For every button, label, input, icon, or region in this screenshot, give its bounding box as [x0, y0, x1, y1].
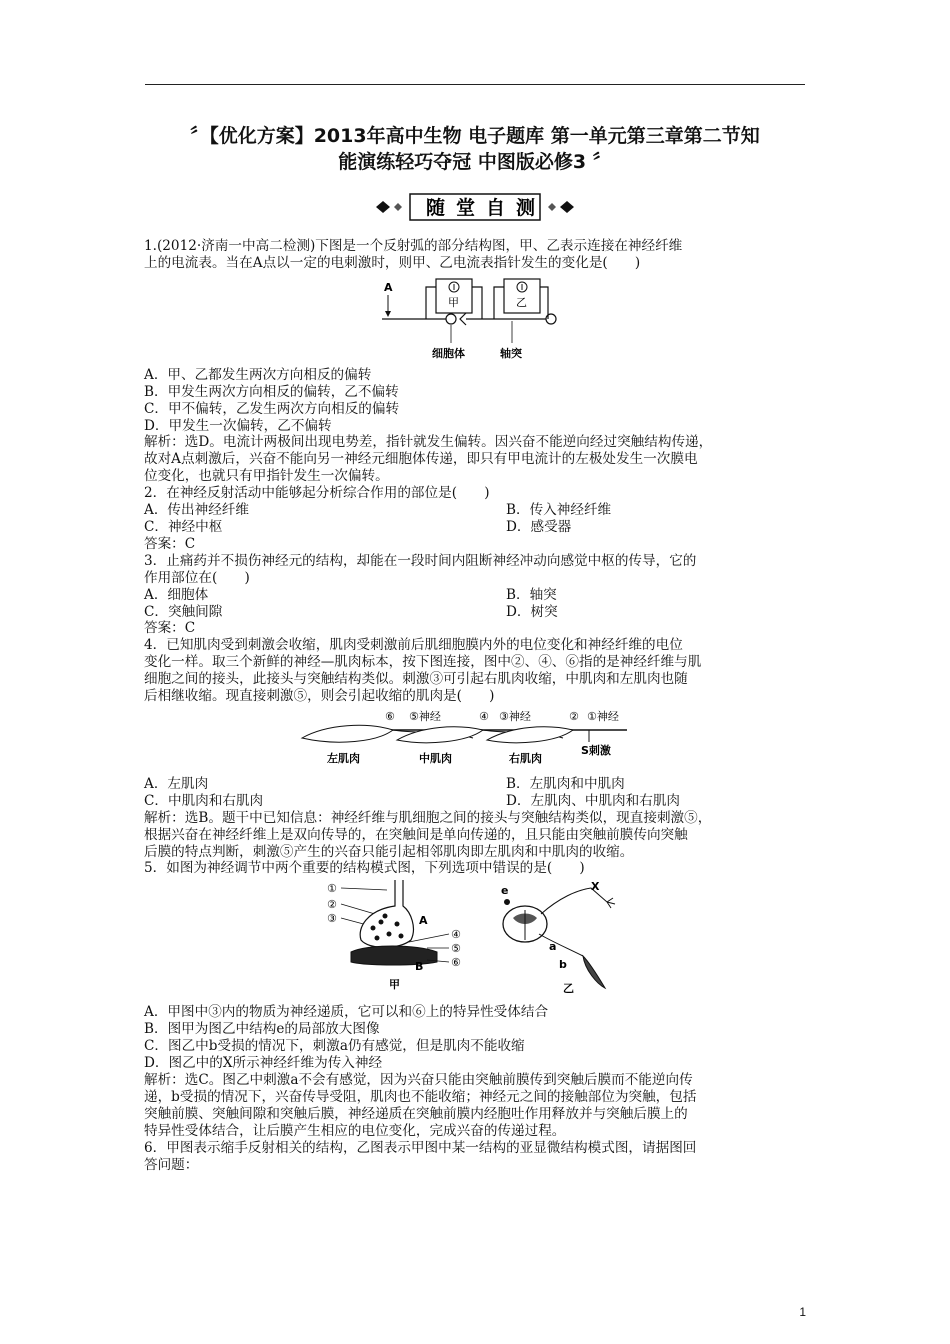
q4-stem-3: 细胞之间的接头，此接头与突触结构类似。刺激③可引起右肌肉收缩，中肌肉和左肌肉也随 [144, 671, 688, 688]
q5-fig-label-X: X [591, 880, 600, 894]
q4-fig-label-2: ② [569, 709, 579, 723]
q4-answer-3: 后膜的特点判断，刺激⑤产生的兴奋只能引起相邻肌肉即左肌肉和中肌肉的收缩。 [144, 843, 634, 860]
q2-options-row-1 [144, 502, 810, 519]
q5-fig-label-3: ③ [327, 912, 337, 926]
q5-stem: 5．如图为神经调节中两个重要的结构模式图，下列选项中错误的是( ) [144, 860, 585, 877]
q4-options-row-1 [144, 776, 810, 793]
q1-fig-label-axon: 轴突 [500, 346, 522, 360]
q4-fig-label-5: ⑤神经 [409, 709, 441, 723]
banner-char-2: 堂 [456, 197, 476, 219]
title-line-1: 〞【优化方案】2013年高中生物 电子题库 第一单元第三章第二节知 [190, 125, 760, 147]
q5-synapse-figure [327, 880, 627, 1000]
q2-option-a: A．传出神经纤维 [144, 502, 249, 519]
q4-answer-1: 解析：选B。题干中已知信息：神经纤维与肌细胞之间的接头与突触结构类似，现直接刺激⑤， [144, 809, 712, 826]
q4-answer-2: 根据兴奋在神经纤维上是双向传导的，在突触间是单向传递的，且只能由突触前膜传向突触 [144, 826, 688, 843]
q1-reflex-arc-figure [382, 275, 572, 363]
q3-answer: 答案：C [144, 620, 196, 637]
q3-option-c: C．突触间隙 [144, 603, 223, 620]
q4-nerve-muscle-figure [297, 708, 657, 772]
q3-stem-1: 3．止痛药并不损伤神经元的结构，却能在一段时间内阻断神经冲动向感觉中枢的传导，它的 [144, 552, 697, 569]
q1-answer-2: 故对A点刺激后，兴奋不能向另一神经元细胞体传递，即只有甲电流计的左极处发生一次膜电 [144, 451, 698, 468]
q4-fig-label-right-muscle: 右肌肉 [509, 751, 542, 765]
q4-option-a: A．左肌肉 [144, 775, 209, 792]
q3-option-b: B．轴突 [506, 586, 557, 603]
q4-options-row-2 [144, 793, 810, 810]
q1-answer-3: 位变化，也就只有甲指针发生一次偏转。 [144, 468, 389, 485]
q4-option-d: D．左肌肉、中肌肉和右肌肉 [506, 792, 681, 809]
q4-fig-label-mid-muscle: 中肌肉 [419, 751, 452, 765]
q5-fig-label-4: ④ [451, 928, 461, 942]
title-line-2: 能演练轻巧夺冠 中图版必修3 〞 [338, 151, 612, 173]
q6-stem-1: 6．甲图表示缩手反射相关的结构，乙图表示甲图中某一结构的亚显微结构模式图，请据图回 [144, 1139, 697, 1156]
document-title [130, 123, 820, 175]
q5-fig-label-1: ① [327, 882, 337, 896]
q4-fig-label-stimulus: S刺激 [581, 743, 611, 757]
q4-fig-label-3: ③神经 [499, 709, 531, 723]
q5-fig-label-b: b [559, 958, 567, 972]
q5-option-c: C．图乙中b受损的情况下，刺激a仍有感觉，但是肌肉不能收缩 [144, 1038, 525, 1055]
q4-stem-2: 变化一样。取三个新鲜的神经—肌肉标本，按下图连接，图中②、④、⑥指的是神经纤维与肌 [144, 654, 702, 671]
q5-fig-label-5: ⑤ [451, 942, 461, 956]
q1-stem-2: 上的电流表。当在A点以一定的电刺激时，则甲、乙电流表指针发生的变化是( ) [144, 254, 641, 271]
q1-fig-label-a: A [384, 280, 393, 294]
q3-options-row-2 [144, 604, 810, 621]
q5-answer-2: 递，b受损的情况下，兴奋传导受阻，肌肉也不能收缩；神经元之间的接触部位为突触，包括 [144, 1088, 697, 1105]
q3-stem-2: 作用部位在( ) [144, 569, 250, 586]
q5-fig-label-6: ⑥ [451, 956, 461, 970]
q4-fig-label-1: ①神经 [587, 709, 619, 723]
q1-answer-1: 解析：选D。电流计两极间出现电势差，指针就发生偏转。因兴奋不能逆向经过突触结构传递， [144, 434, 713, 451]
q5-fig-label-a: a [549, 940, 557, 954]
q5-answer-4: 特异性受体结合，让后膜产生相应的电位变化，完成兴奋的传递过程。 [144, 1122, 566, 1139]
banner-char-1: 随 [426, 197, 446, 219]
q1-option-c: C．甲不偏转，乙发生两次方向相反的偏转 [144, 400, 400, 417]
q5-option-a: A．甲图中③内的物质为神经递质，它可以和⑥上的特异性受体结合 [144, 1004, 549, 1021]
q5-option-d: D．图乙中的X所示神经纤维为传入神经 [144, 1055, 383, 1072]
q1-option-b: B．甲发生两次方向相反的偏转，乙不偏转 [144, 383, 399, 400]
q2-option-b: B．传入神经纤维 [506, 502, 612, 519]
q5-fig-label-2: ② [327, 898, 337, 912]
q5-fig-label-jia: 甲 [389, 978, 400, 992]
q5-fig-label-yi: 乙 [563, 982, 574, 996]
q5-fig-label-B: B [415, 960, 424, 974]
q5-option-b: B．图甲为图乙中结构e的局部放大图像 [144, 1021, 380, 1038]
q1-stem-1: 1.(2012·济南一中高二检测)下图是一个反射弧的部分结构图，甲、乙表示连接在神经纤维 [144, 238, 683, 254]
banner-char-4: 测 [516, 197, 536, 219]
question-content [144, 238, 810, 1173]
q3-options-row-1 [144, 587, 810, 604]
q2-stem: 2．在神经反射活动中能够起分析综合作用的部位是( ) [144, 485, 490, 502]
q1-option-d: D．甲发生一次偏转，乙不偏转 [144, 417, 332, 434]
q2-answer: 答案：C [144, 535, 196, 552]
q3-option-a: A．细胞体 [144, 586, 209, 603]
q6-stem-2: 答问题： [144, 1156, 199, 1173]
q1-fig-label-yi: 乙 [516, 295, 527, 309]
q4-fig-label-left-muscle: 左肌肉 [327, 751, 360, 765]
q5-fig-label-A: A [419, 914, 428, 928]
q5-answer-3: 突触前膜、突触间隙和突触后膜，神经递质在突触前膜内经胞吐作用释放并与突触后膜上的 [144, 1105, 688, 1122]
banner-char-3: 自 [486, 197, 506, 219]
q1-option-a: A．甲、乙都发生两次方向相反的偏转 [144, 366, 372, 383]
section-banner [372, 192, 578, 222]
q2-option-d: D．感受器 [506, 518, 572, 535]
q4-option-b: B．左肌肉和中肌肉 [506, 775, 625, 792]
q2-options-row-2 [144, 519, 810, 536]
q1-fig-label-jia: 甲 [448, 295, 459, 309]
q5-fig-label-e: e [501, 884, 509, 898]
q4-fig-label-4: ④ [479, 709, 489, 723]
q5-answer-1: 解析：选C。图乙中刺激a不会有感觉，因为兴奋只能由突触前膜传到突触后膜而不能逆向传 [144, 1072, 693, 1088]
page-number: 1 [799, 1305, 806, 1319]
q3-option-d: D．树突 [506, 603, 558, 620]
header-rule [145, 84, 805, 85]
q4-option-c: C．中肌肉和右肌肉 [144, 792, 264, 809]
q4-stem-4: 后相继收缩。现直接刺激⑤，则会引起收缩的肌肉是( ) [144, 688, 495, 705]
q4-fig-label-6: ⑥ [385, 709, 395, 723]
q2-option-c: C．神经中枢 [144, 518, 223, 535]
q1-fig-label-cell-body: 细胞体 [432, 346, 465, 360]
q4-stem-1: 4．已知肌肉受到刺激会收缩，肌肉受刺激前后肌细胞膜内外的电位变化和神经纤维的电位 [144, 637, 683, 654]
